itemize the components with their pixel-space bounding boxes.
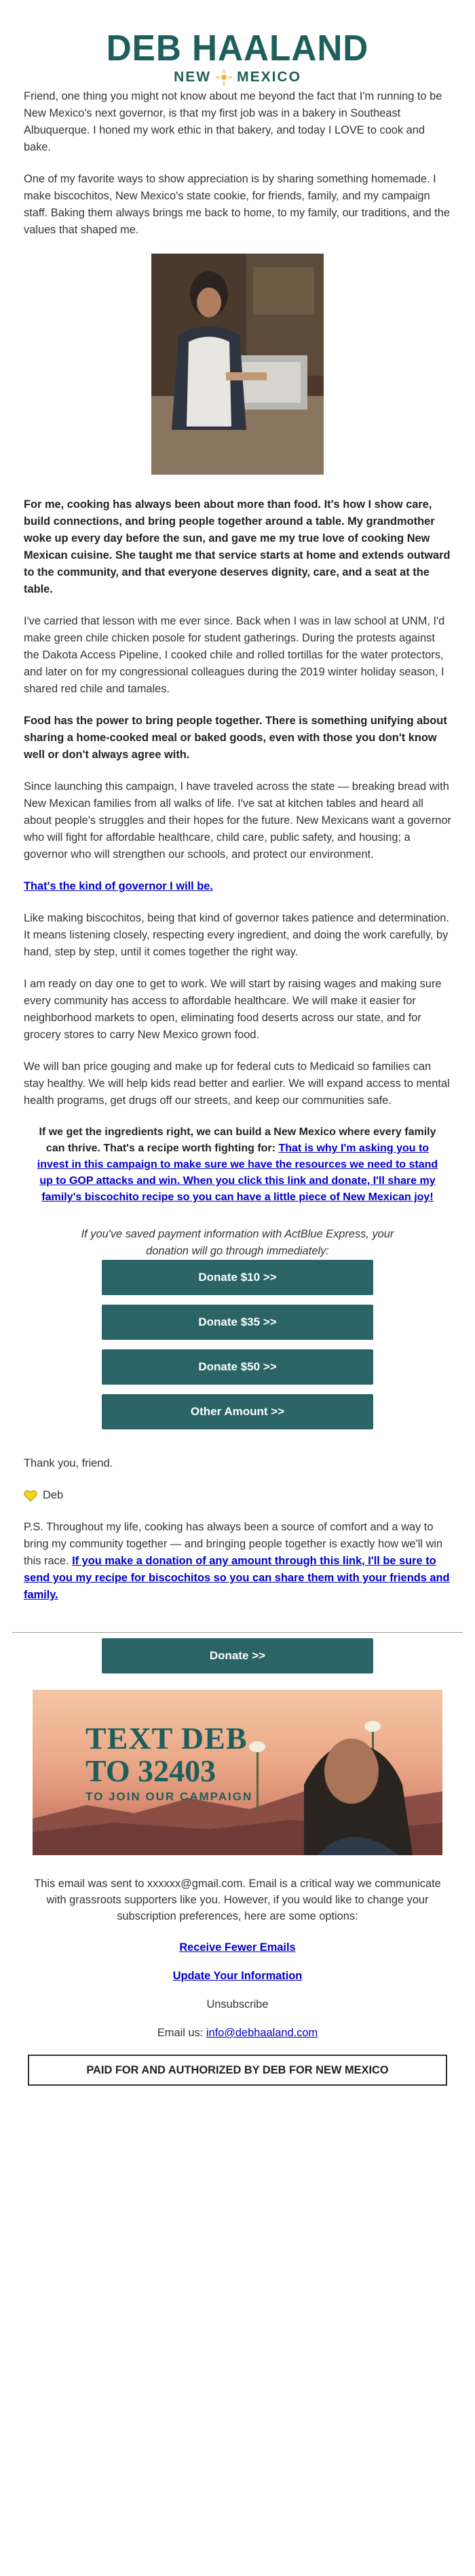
donate-buttons bbox=[0, 1260, 475, 1429]
heart-icon bbox=[24, 1490, 37, 1502]
donation-appeal-link[interactable]: That is why I'm asking you to invest in this campaign to make sure we have the resources we need to stand up to GOP attacks and win. When you click this link and donate, I'll share my family's biscochito recipe so you can have a little piece of New Mexican joy! bbox=[37, 1143, 438, 1203]
paragraph-biscochitos: One of my favorite ways to show appreciation is by sharing something homemade. I make biscochitos, New Mexico's state cookie, for friends, family, and my campaign staff. Baking them always brings me back to home, to my family, our traditions, and the values that shaped me. bbox=[24, 173, 450, 236]
logo-name: DEB HAALAND bbox=[106, 28, 369, 68]
paragraph-law-school: I've carried that lesson with me ever since. Back when I was in law school at UNM, I'd make green chile chicken posole for student gatherings. During the protests against the Dakota Access Pipeline, I cooked chile and rolled tortillas for the water protectors, and later on for my congressional colleagues during the 2019 winter holiday season, I shared red chile and tamales. bbox=[24, 615, 445, 695]
paid-for-disclaimer: PAID FOR AND AUTHORIZED BY DEB FOR NEW MEXICO bbox=[28, 2055, 447, 2086]
text-deb-banner[interactable] bbox=[33, 1690, 442, 1855]
email-us-line bbox=[27, 2025, 448, 2041]
governor-link[interactable]: That's the kind of governor I will be. bbox=[24, 880, 213, 892]
footer-divider bbox=[12, 1632, 463, 1633]
email-body-continued bbox=[0, 496, 475, 1109]
photo-container bbox=[0, 254, 475, 478]
footer-donate-button[interactable]: Donate >> bbox=[102, 1638, 373, 1673]
zia-sun-icon bbox=[215, 68, 233, 86]
logo-state-left: NEW bbox=[174, 69, 212, 85]
ps-paragraph bbox=[24, 1519, 451, 1604]
donate-other-button[interactable]: Other Amount >> bbox=[102, 1394, 373, 1429]
banner-line-3: TO JOIN OUR CAMPAIGN bbox=[86, 1790, 253, 1803]
banner-line-1: TEXT DEB bbox=[86, 1721, 248, 1756]
ps-text: P.S. Throughout my life, cooking has always been a source of comfort and a way to bring my community together — and bringing people together is exactly how we'll win this race. bbox=[24, 1521, 443, 1567]
thanks-text: Thank you, friend. bbox=[24, 1457, 113, 1469]
donate-10-button[interactable]: Donate $10 >> bbox=[102, 1260, 373, 1295]
receive-fewer-emails-link[interactable]: Receive Fewer Emails bbox=[179, 1941, 296, 1954]
signature-line bbox=[24, 1487, 451, 1504]
paragraph-campaign-travel: Since launching this campaign, I have traveled across the state — breaking bread with New Mexican families from all walks of life. I've sat at kitchen tables and heard all about people's struggles and their hopes for the future. New Mexicans want a governor who will fight for affordable healthcare, child care, public safety, and housing; a governor who will strengthen our schools, and protect our environment. bbox=[24, 780, 451, 860]
banner-text bbox=[86, 1722, 252, 1804]
unsubscribe-link[interactable]: Unsubscribe bbox=[206, 1998, 269, 2010]
paragraph-medicaid: We will ban price gouging and make up for federal cuts to Medicaid so families can stay healthy. We will help kids read better and earlier. We will expand access to mental health programs, get drugs off our streets, and keep our communities safe. bbox=[24, 1061, 450, 1107]
campaign-logo bbox=[0, 0, 475, 88]
donation-appeal bbox=[0, 1124, 475, 1206]
photo-illustration bbox=[151, 254, 324, 475]
donation-appeal-text: If we get the ingredients right, we can build a New Mexico where every family can thrive. That's a recipe worth fighting for: bbox=[39, 1126, 436, 1154]
ps-recipe-link[interactable]: If you make a donation of any amount through this link, I'll be sure to send you my recipe for biscochitos so you can share them with your friends and family. bbox=[24, 1555, 450, 1601]
paragraph-food-power: Food has the power to bring people together. There is something unifying about sharing a home-cooked meal or baked goods, even with those you don't know well or don't always agree with. bbox=[24, 715, 447, 761]
donate-50-button[interactable]: Donate $50 >> bbox=[102, 1349, 373, 1385]
email-us-label: Email us: bbox=[157, 2027, 206, 2039]
actblue-section bbox=[0, 1226, 475, 1260]
paragraph-patience: Like making biscochitos, being that kind of governor takes patience and determination. It means listening closely, respecting every ingredient, and doing the work carefully, by hand, step by step, until it comes together the right way. bbox=[24, 912, 449, 958]
signoff bbox=[0, 1455, 475, 1604]
paragraph-grandmother: For me, cooking has always been about more than food. It's how I show care, build connections, and bring people together around a table. My grandmother woke up every day before the sun, and gave me my true love of cooking New Mexican cuisine. She taught me that service starts at home and extends outward to the community, and that everyone deserves dignity, care, and a seat at the table. bbox=[24, 498, 451, 595]
footer-notice: This email was sent to xxxxxx@gmail.com. Email is a critical way we communicate with grassroots supporters like you. However, if you would like to change your subscription preferences, here are some options: bbox=[34, 1878, 441, 1922]
logo-state-right: MEXICO bbox=[237, 69, 301, 85]
banner-line-2: TO 32403 bbox=[86, 1753, 216, 1788]
governor-link-paragraph bbox=[24, 878, 451, 895]
cooking-photo bbox=[151, 254, 324, 475]
paragraph-intro: Friend, one thing you might not know about me beyond the fact that I'm running to be New Mexico's next governor, is that my first job was in a bakery in Southeast Albuquerque. I honed my work ethic in that bakery, and today I LOVE to cook and bake. bbox=[24, 90, 442, 153]
email-body bbox=[0, 88, 475, 239]
signature-name: Deb bbox=[43, 1489, 64, 1501]
update-information-link[interactable]: Update Your Information bbox=[172, 1970, 303, 1982]
actblue-note: If you've saved payment information with ActBlue Express, your donation will go through immediately: bbox=[81, 1228, 394, 1257]
donate-35-button[interactable]: Donate $35 >> bbox=[102, 1305, 373, 1340]
paragraph-day-one: I am ready on day one to get to work. We will start by raising wages and making sure every community has access to affordable healthcare. We will make it easier for neighborhood markets to open, eliminating food deserts across our state, and for grocery stores to carry New Mexico grown food. bbox=[24, 978, 442, 1041]
footer bbox=[0, 1876, 475, 2041]
logo-state bbox=[0, 68, 475, 86]
contact-email-link[interactable]: info@debhaaland.com bbox=[206, 2027, 318, 2039]
